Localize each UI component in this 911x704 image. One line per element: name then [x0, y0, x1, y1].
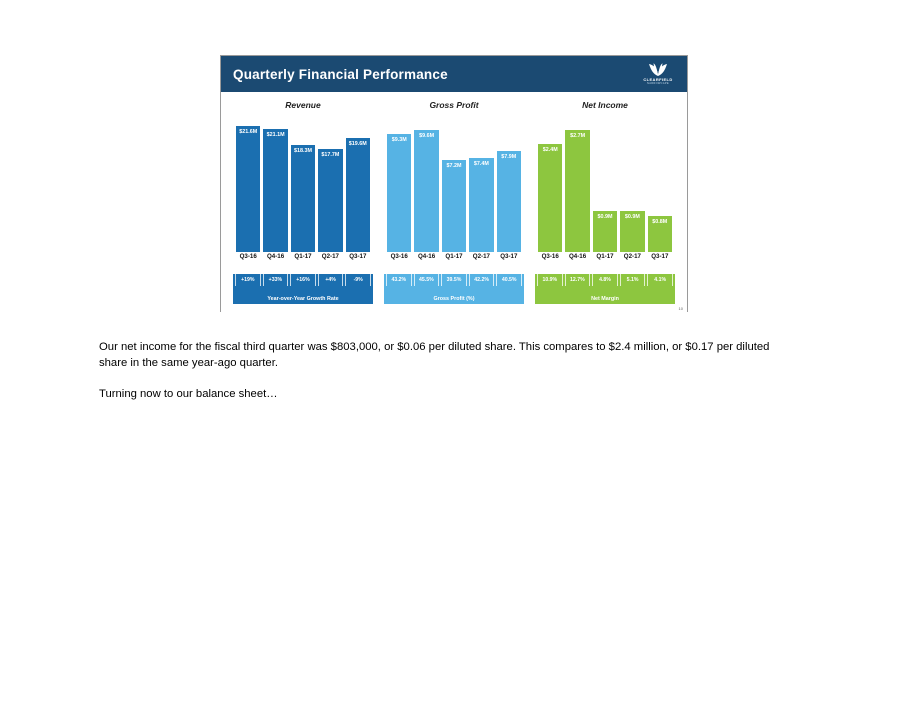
bar	[538, 144, 562, 252]
footer-metric-cell: +16%	[290, 274, 316, 286]
bar	[620, 211, 644, 252]
footer-metric-cell: 39.5%	[441, 274, 467, 286]
bar-value-label: $2.4M	[542, 146, 558, 153]
bar	[387, 134, 411, 252]
chart-title-net-income: Net Income	[582, 100, 628, 110]
bar-rect	[442, 160, 466, 252]
chart-plot-revenue	[233, 112, 373, 252]
footer-metric-cell: 4.1%	[647, 274, 673, 286]
bar	[346, 138, 370, 252]
bar	[236, 126, 260, 252]
axis-tick-label: Q2-17	[472, 253, 490, 260]
axis-tick-label: Q3-17	[500, 253, 518, 260]
footer-metric-cell: 4.8%	[592, 274, 618, 286]
chart-title-gross-profit: Gross Profit	[429, 100, 479, 110]
bar-value-label: $17.7M	[321, 151, 340, 158]
footer-metric-cell: +33%	[263, 274, 289, 286]
footer-metric-cell: 43.2%	[386, 274, 412, 286]
footer-metric-cell: +4%	[318, 274, 344, 286]
bar	[414, 130, 438, 252]
transcript-paragraph-2: Turning now to our balance sheet…	[99, 388, 278, 400]
footer-strip-net-income	[535, 274, 675, 304]
slide-title: Quarterly Financial Performance	[233, 66, 448, 82]
footer-caption-revenue: Year-over-Year Growth Rate	[267, 296, 339, 302]
footer-metric-cell: 12.7%	[565, 274, 591, 286]
fan-logo-icon	[648, 63, 668, 76]
bar	[263, 129, 287, 252]
chart-title-revenue: Revenue	[285, 100, 321, 110]
axis-tick-label: Q1-17	[445, 253, 463, 260]
bar-value-label: $0.9M	[597, 214, 613, 221]
footer-metric-cell: 5.1%	[620, 274, 646, 286]
bar-value-label: $9.3M	[391, 136, 407, 143]
chart-xaxis-gross-profit	[384, 252, 524, 266]
bar-rect	[291, 145, 315, 252]
logo-name: CLEARFIELD	[643, 77, 673, 82]
axis-tick-label: Q3-16	[541, 253, 559, 260]
chart-xaxis-revenue	[233, 252, 373, 266]
slide-header	[221, 56, 687, 92]
axis-tick-label: Q2-17	[623, 253, 641, 260]
bar	[291, 145, 315, 252]
chart-plot-net-income	[535, 112, 675, 252]
chart-panel-gross-profit	[384, 98, 524, 308]
bar-rect	[263, 129, 287, 252]
chart-panel-revenue	[233, 98, 373, 308]
chart-xaxis-net-income	[535, 252, 675, 266]
axis-tick-label: Q4-16	[417, 253, 436, 260]
footer-metric-cell: 45.5%	[414, 274, 440, 286]
bar-value-label: $0.9M	[624, 214, 640, 221]
chart-plot-gross-profit	[384, 112, 524, 252]
axis-tick-label: Q1-17	[294, 253, 312, 260]
bar	[497, 151, 521, 252]
bar-value-label: $7.4M	[473, 160, 489, 167]
bar	[593, 211, 617, 252]
bar-rect	[236, 126, 260, 252]
footer-metric-cell: 42.2%	[469, 274, 495, 286]
bar-rect	[538, 144, 562, 252]
bar-value-label: $7.2M	[446, 163, 462, 170]
bar-value-label: $19.6M	[348, 140, 367, 147]
footer-metric-cell: -9%	[345, 274, 371, 286]
axis-tick-label: Q2-17	[321, 253, 339, 260]
axis-tick-label: Q3-17	[651, 253, 669, 260]
bar-rect	[497, 151, 521, 252]
bar-value-label: $21.6M	[239, 129, 258, 135]
footer-metric-cell: +19%	[235, 274, 261, 286]
bar	[469, 158, 493, 252]
bar-rect	[620, 211, 644, 252]
footer-caption-net-income: Net Margin	[591, 296, 619, 302]
transcript-paragraph-1: Our net income for the fiscal third quarter was $803,000, or $0.06 per diluted share. This compares to $2.4 million, or $0.17 per diluted share in the same year-ago quarter.	[99, 341, 770, 369]
axis-tick-label: Q1-17	[596, 253, 614, 260]
bar-value-label: $21.1M	[266, 131, 285, 138]
footer-strip-revenue	[233, 274, 373, 304]
bar-rect	[387, 134, 411, 252]
axis-tick-label: Q4-16	[266, 253, 285, 260]
bar-rect	[414, 130, 438, 252]
presentation-slide	[220, 55, 688, 312]
bar	[565, 130, 589, 252]
logo-tagline: NARROWCAPE	[647, 82, 669, 85]
axis-tick-label: Q3-16	[390, 253, 408, 260]
bar-rect	[318, 149, 342, 252]
bar-value-label: $18.3M	[294, 148, 312, 155]
footer-metric-cell: 10.9%	[537, 274, 563, 286]
footer-metric-cell: 40.5%	[496, 274, 522, 286]
footer-caption-gross-profit: Gross Profit (%)	[433, 296, 475, 302]
axis-tick-label: Q3-16	[239, 253, 257, 260]
bar-value-label: $2.7M	[570, 133, 586, 140]
slide-number: 10	[678, 306, 683, 311]
bar-value-label: $9.6M	[419, 132, 435, 139]
bar-rect	[346, 138, 370, 252]
bar	[648, 216, 672, 252]
footer-cells-revenue	[233, 274, 373, 286]
bar-rect	[593, 211, 617, 252]
bar	[318, 149, 342, 252]
axis-tick-label: Q3-17	[349, 253, 367, 260]
footer-cells-net-income	[535, 274, 675, 286]
bar	[442, 160, 466, 252]
bar-rect	[469, 158, 493, 252]
bar-rect	[648, 216, 672, 252]
company-logo	[629, 56, 687, 92]
transcript-text	[99, 340, 799, 403]
footer-strip-gross-profit	[384, 274, 524, 304]
bar-value-label: $0.8M	[652, 218, 668, 225]
chart-panel-net-income	[535, 98, 675, 308]
bar-rect	[565, 130, 589, 252]
bar-value-label: $7.9M	[501, 154, 517, 161]
axis-tick-label: Q4-16	[568, 253, 587, 260]
slide-body	[221, 92, 687, 312]
footer-cells-gross-profit	[384, 274, 524, 286]
